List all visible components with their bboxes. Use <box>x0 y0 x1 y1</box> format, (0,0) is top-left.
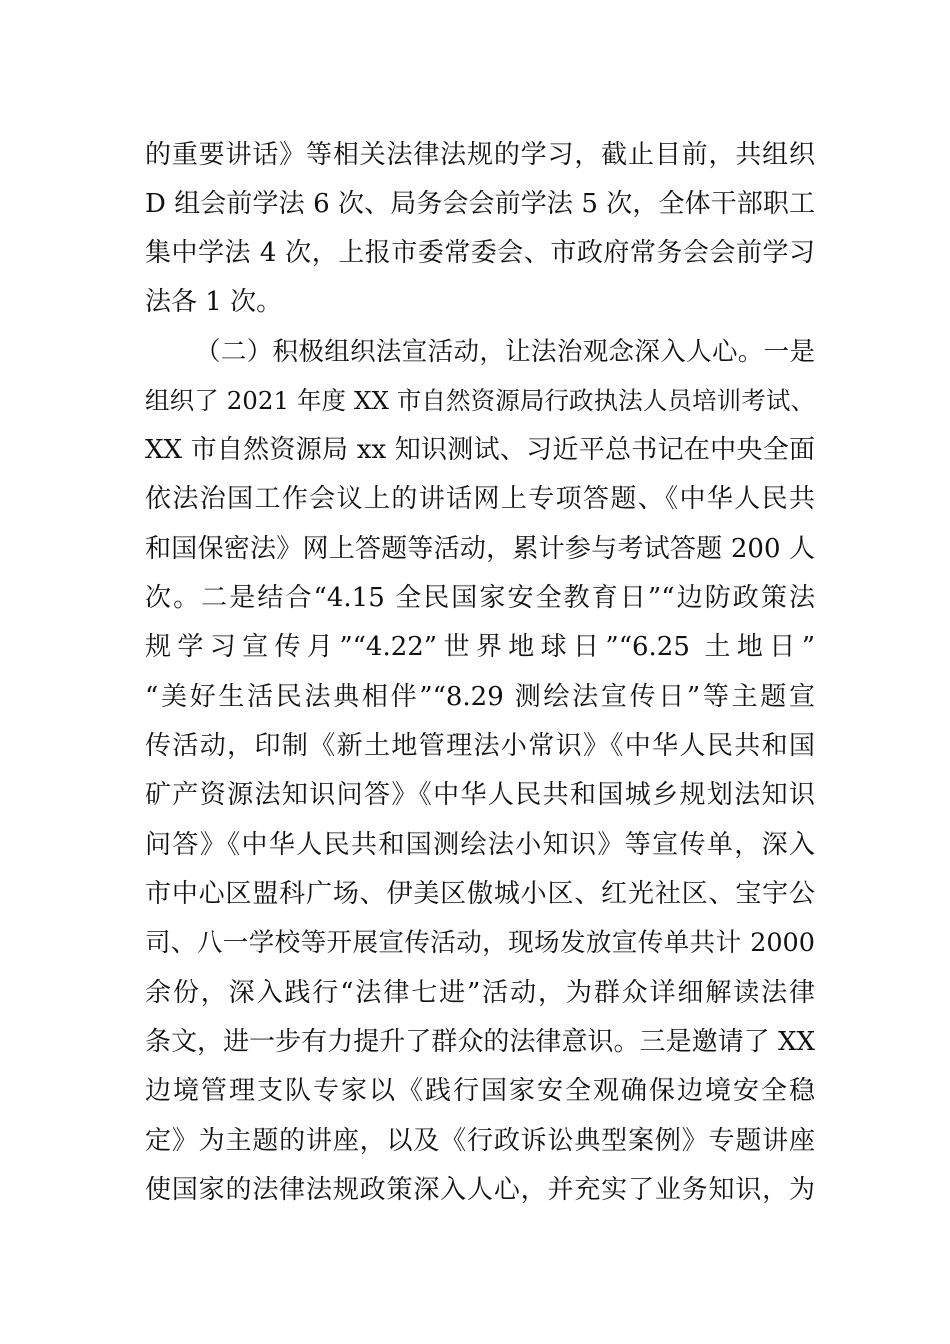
text-line: 的重要讲话》等相关法律法规的学习，截止目前，共组织 <box>145 140 815 170</box>
text-line: 传活动，印制《新土地管理法小常识》《中华人民共和国 <box>145 731 815 761</box>
text-line: 边境管理支队专家以《践行国家安全观确保边境安全稳 <box>145 1076 815 1106</box>
text-line: 组织了 2021 年度 XX 市自然资源局行政执法人员培训考试、 <box>145 386 815 415</box>
text-line: XX 市自然资源局 xx 知识测试、习近平总书记在中央全面 <box>145 435 815 465</box>
text-line: 矿产资源法知识问答》《中华人民共和国城乡规划法知识 <box>145 780 815 810</box>
text-line: 规学习宣传月”“4.22”世界地球日”“6.25 土地日” <box>145 632 815 662</box>
paragraph-heading-line: （二）积极组织法宣活动，让法治观念深入人心。一是 <box>195 337 815 367</box>
text-line: 条文，进一步有力提升了群众的法律意识。三是邀请了 XX <box>145 1027 815 1057</box>
text-line: 市中心区盟科广场、伊美区傲城小区、红光社区、宝宇公 <box>145 879 815 909</box>
text-line: “美好生活民法典相伴”“8.29 测绘法宣传日”等主题宣 <box>145 682 815 712</box>
text-line: 法各 1 次。 <box>145 287 283 317</box>
text-line: 和国保密法》网上答题等活动，累计参与考试答题 200 人 <box>145 534 815 564</box>
text-line: 使国家的法律法规政策深入人心，并充实了业务知识，为 <box>145 1175 815 1205</box>
text-line: 次。二是结合“4.15 全民国家安全教育日”“边防政策法 <box>145 583 815 613</box>
text-line: D 组会前学法 6 次、局务会会前学法 5 次，全体干部职工 <box>145 189 815 219</box>
text-line: 司、八一学校等开展宣传活动，现场发放宣传单共计 2000 <box>145 928 815 958</box>
text-line: 余份，深入践行“法律七进”活动，为群众详细解读法律 <box>145 978 815 1008</box>
text-line: 集中学法 4 次，上报市委常委会、市政府常务会会前学习 <box>145 238 815 268</box>
text-line: 问答》《中华人民共和国测绘法小知识》等宣传单，深入 <box>145 830 815 860</box>
text-line: 依法治国工作会议上的讲话网上专项答题、《中华人民共 <box>145 484 815 514</box>
text-line: 定》为主题的讲座，以及《行政诉讼典型案例》专题讲座 <box>145 1126 815 1156</box>
